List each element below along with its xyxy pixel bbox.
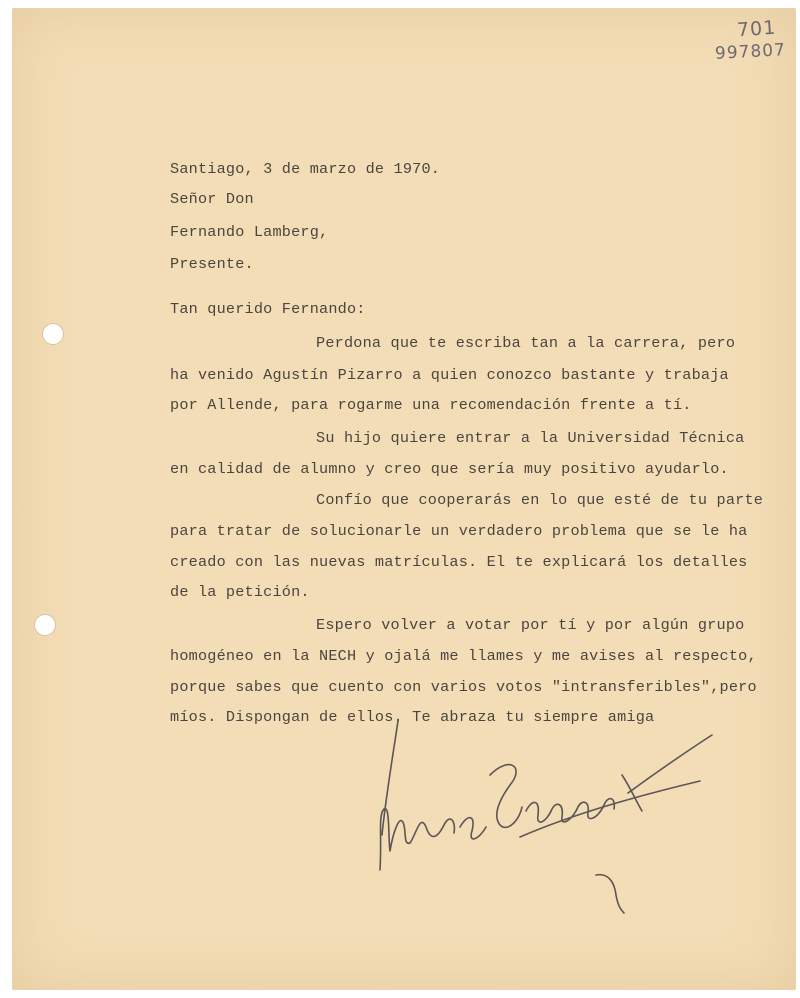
body-line: creado con las nuevas matrículas. El te explicará los detalles xyxy=(170,553,748,571)
punch-hole-bottom xyxy=(34,614,56,636)
body-line: ha venido Agustín Pizarro a quien conozco bastante y trabaja xyxy=(170,366,729,384)
body-line: homogéneo en la NECH y ojalá me llames y me avises al respecto, xyxy=(170,647,757,665)
salutation: Tan querido Fernando: xyxy=(170,300,366,318)
body-line: Espero volver a votar por tí y por algún grupo xyxy=(316,616,745,634)
archive-code: 997807 xyxy=(714,40,787,64)
date-line: Santiago, 3 de marzo de 1970. xyxy=(170,160,441,178)
body-line: por Allende, para rogarme una recomendación frente a tí. xyxy=(170,396,692,414)
recipient-line-3: Presente. xyxy=(170,255,254,273)
body-line: míos. Dispongan de ellos. Te abraza tu siempre amiga xyxy=(170,708,655,726)
body-line: para tratar de solucionarle un verdadero problema que se le ha xyxy=(170,522,748,540)
body-line: porque sabes que cuento con varios votos "intransferibles",pero xyxy=(170,678,757,696)
body-line: Confío que cooperarás en lo que esté de tu parte xyxy=(316,491,764,509)
punch-hole-top xyxy=(42,323,64,345)
body-line: en calidad de alumno y creo que sería muy positivo ayudarlo. xyxy=(170,460,729,478)
body-line: Su hijo quiere entrar a la Universidad Técnica xyxy=(316,429,745,447)
body-line: de la petición. xyxy=(170,583,310,601)
handwritten-signature xyxy=(360,715,740,915)
recipient-line-2: Fernando Lamberg, xyxy=(170,223,329,241)
recipient-line-1: Señor Don xyxy=(170,190,254,208)
body-line: Perdona que te escriba tan a la carrera, pero xyxy=(316,334,736,352)
archive-number: 701 xyxy=(736,16,777,42)
